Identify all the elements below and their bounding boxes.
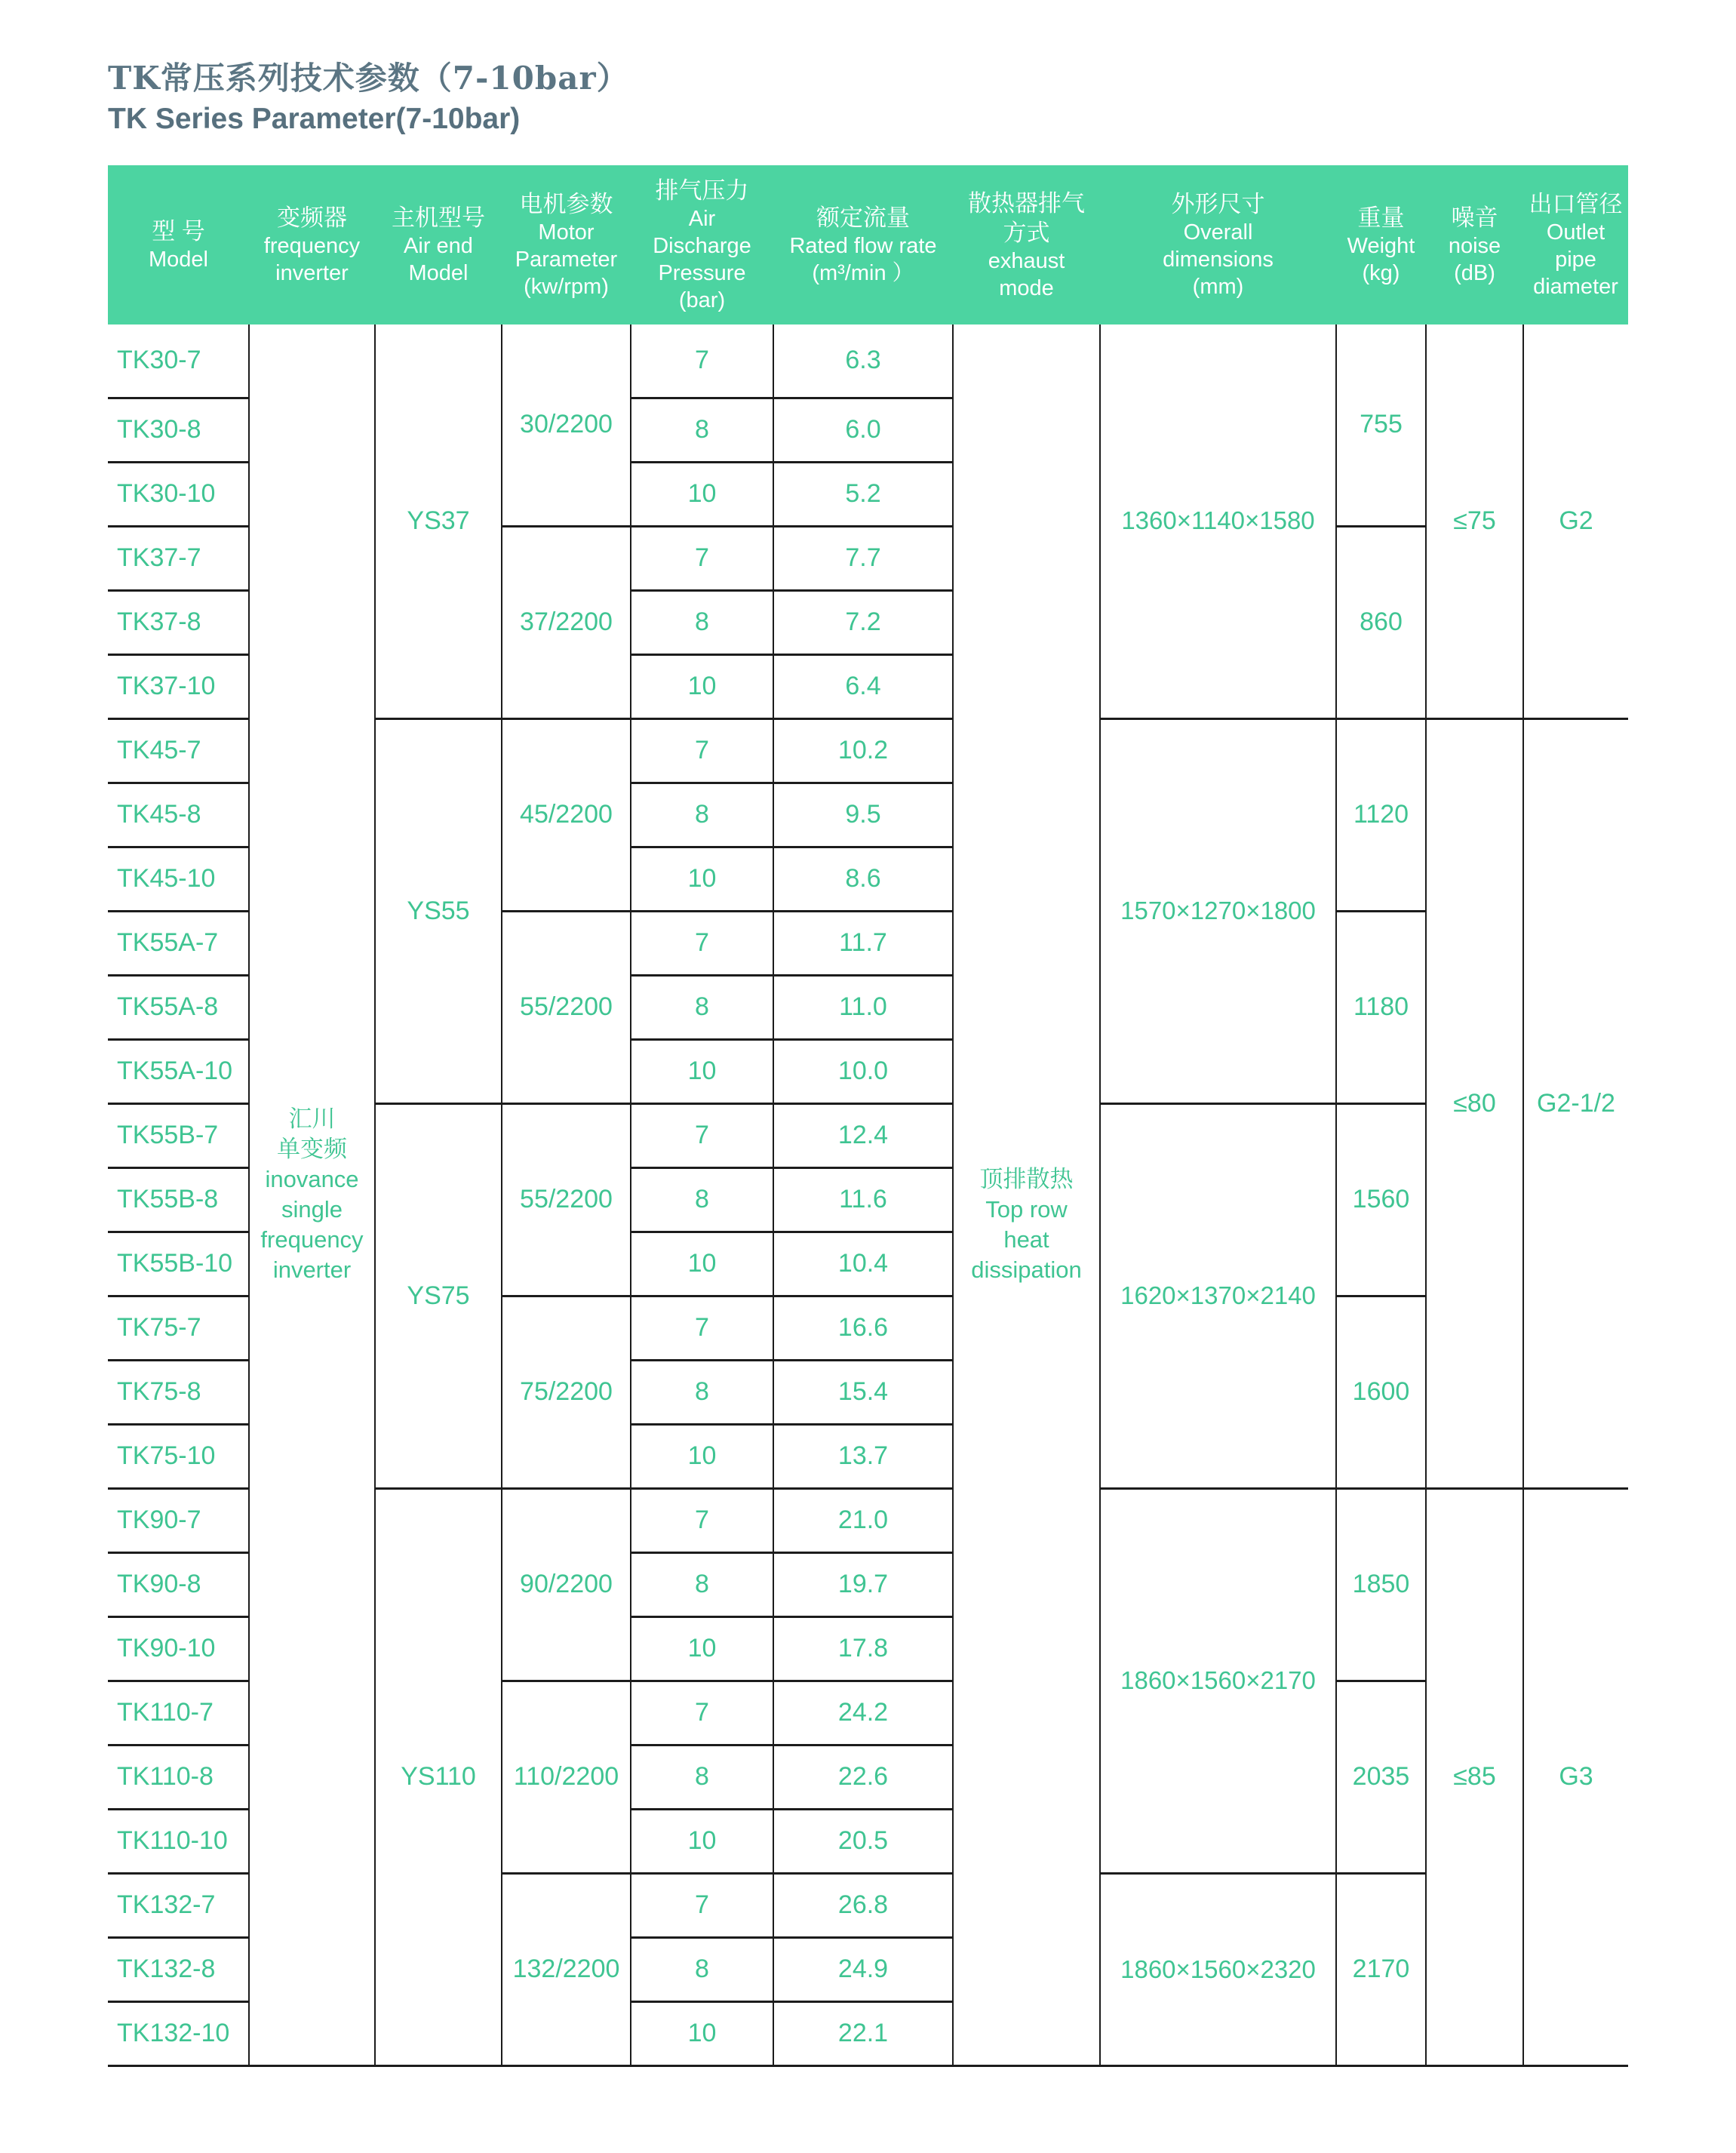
header-line-en: Pressure — [658, 261, 746, 285]
flow-cell: 9.5 — [773, 783, 953, 847]
flow-cell: 19.7 — [773, 1552, 953, 1616]
model-cell: TK75-8 — [108, 1360, 249, 1424]
airend-cell: YS55 — [375, 718, 502, 1103]
exhaust-line: heat — [1003, 1226, 1049, 1253]
flow-cell: 10.4 — [773, 1232, 953, 1296]
flow-cell: 5.2 — [773, 462, 953, 526]
dimensions-cell: 1570×1270×1800 — [1100, 718, 1336, 1103]
dimensions-cell: 1360×1140×1580 — [1100, 324, 1336, 718]
pressure-cell: 10 — [631, 1616, 773, 1681]
motor-cell: 37/2200 — [502, 526, 631, 718]
flow-cell: 22.1 — [773, 2001, 953, 2065]
motor-cell: 90/2200 — [502, 1488, 631, 1681]
noise-cell: ≤80 — [1426, 718, 1523, 1488]
pressure-cell: 7 — [631, 526, 773, 590]
model-cell: TK90-7 — [108, 1488, 249, 1552]
pressure-cell: 7 — [631, 1681, 773, 1745]
table-header-row — [108, 165, 1628, 324]
model-cell: TK37-10 — [108, 654, 249, 718]
pressure-cell: 10 — [631, 2001, 773, 2065]
flow-cell: 24.2 — [773, 1681, 953, 1745]
header-line-en: Air — [688, 207, 716, 231]
header-line-en: Rated flow rate — [789, 234, 937, 258]
model-cell: TK110-10 — [108, 1809, 249, 1873]
pressure-cell: 8 — [631, 975, 773, 1039]
weight-cell: 860 — [1336, 526, 1426, 718]
dimensions-cell: 1620×1370×2140 — [1100, 1103, 1336, 1488]
model-cell: TK75-10 — [108, 1424, 249, 1488]
header-line-en: frequency — [263, 234, 361, 258]
header-line-en: (kg) — [1362, 261, 1400, 285]
col-header-dimensions — [1100, 165, 1336, 324]
weight-cell: 1600 — [1336, 1296, 1426, 1488]
table-row — [108, 324, 1628, 398]
header-line-zh: 方式 — [1003, 219, 1050, 246]
header-line-en: inverter — [275, 261, 349, 285]
inverter-line: inovance — [265, 1165, 359, 1192]
exhaust-text — [954, 1164, 1099, 1285]
motor-cell: 75/2200 — [502, 1296, 631, 1488]
header-line-en: Model — [149, 248, 208, 272]
model-cell: TK90-10 — [108, 1616, 249, 1681]
flow-cell: 6.4 — [773, 654, 953, 718]
header-line-en: Overall — [1183, 220, 1253, 245]
airend-cell: YS37 — [375, 324, 502, 718]
airend-cell: YS75 — [375, 1103, 502, 1488]
header-line-en: exhaust — [988, 248, 1065, 273]
pressure-cell: 7 — [631, 1296, 773, 1360]
pressure-cell: 7 — [631, 1103, 773, 1167]
header-line-zh: 外形尺寸 — [1171, 191, 1265, 217]
model-cell: TK55B-8 — [108, 1167, 249, 1232]
header-line-zh: 出口管径 — [1529, 191, 1623, 217]
motor-cell: 110/2200 — [502, 1681, 631, 1873]
weight-cell: 2035 — [1336, 1681, 1426, 1873]
model-cell: TK110-7 — [108, 1681, 249, 1745]
inverter-cell — [249, 324, 375, 2065]
flow-cell: 24.9 — [773, 1937, 953, 2001]
flow-cell: 8.6 — [773, 847, 953, 911]
motor-cell: 55/2200 — [502, 1103, 631, 1296]
col-header-inverter — [249, 165, 375, 324]
pipe-cell: G3 — [1523, 1488, 1628, 2065]
header-line-zh: 电机参数 — [519, 191, 613, 217]
model-cell: TK55B-7 — [108, 1103, 249, 1167]
header-line-zh: 额定流量 — [816, 205, 910, 231]
page-title-zh: TK常压系列技术参数（7-10bar） — [108, 60, 629, 97]
flow-cell: 22.6 — [773, 1745, 953, 1809]
model-cell: TK37-7 — [108, 526, 249, 590]
header-line-zh: 噪音 — [1451, 205, 1498, 231]
pipe-cell: G2 — [1523, 324, 1628, 718]
pressure-cell: 8 — [631, 1745, 773, 1809]
flow-cell: 21.0 — [773, 1488, 953, 1552]
col-header-noise — [1426, 165, 1523, 324]
header-line-en: Discharge — [653, 234, 751, 258]
pressure-cell: 10 — [631, 654, 773, 718]
flow-cell: 15.4 — [773, 1360, 953, 1424]
weight-cell: 1180 — [1336, 911, 1426, 1103]
weight-cell: 1120 — [1336, 718, 1426, 911]
col-header-exhaust — [953, 165, 1100, 324]
model-cell: TK45-7 — [108, 718, 249, 783]
header-line-en: noise — [1448, 234, 1501, 258]
flow-cell: 13.7 — [773, 1424, 953, 1488]
model-cell: TK30-10 — [108, 462, 249, 526]
exhaust-cell — [953, 324, 1100, 2065]
flow-cell: 20.5 — [773, 1809, 953, 1873]
flow-cell: 6.0 — [773, 398, 953, 462]
flow-cell: 6.3 — [773, 324, 953, 398]
inverter-line: 单变频 — [277, 1135, 347, 1162]
pressure-cell: 7 — [631, 911, 773, 975]
header-line-en: Motor — [538, 220, 595, 245]
header-line-en: Outlet — [1546, 220, 1605, 245]
weight-cell: 2170 — [1336, 1873, 1426, 2065]
motor-cell: 30/2200 — [502, 324, 631, 526]
model-cell: TK37-8 — [108, 590, 249, 654]
header-line-zh: 散热器排气 — [968, 189, 1085, 217]
model-cell: TK55B-10 — [108, 1232, 249, 1296]
weight-cell: 1560 — [1336, 1103, 1426, 1296]
exhaust-line: Top row — [985, 1195, 1068, 1223]
flow-cell: 11.7 — [773, 911, 953, 975]
col-header-motor — [502, 165, 631, 324]
header-line-zh: 重量 — [1357, 205, 1405, 231]
header-line-en: (kw/rpm) — [524, 275, 609, 299]
weight-cell: 1850 — [1336, 1488, 1426, 1681]
flow-cell: 7.2 — [773, 590, 953, 654]
page-title-en: TK Series Parameter(7-10bar) — [108, 103, 521, 136]
flow-cell: 11.6 — [773, 1167, 953, 1232]
tk-series-parameter-table — [108, 165, 1628, 2067]
pressure-cell: 10 — [631, 847, 773, 911]
model-cell: TK132-10 — [108, 2001, 249, 2065]
inverter-line: 汇川 — [288, 1105, 336, 1132]
model-cell: TK55A-7 — [108, 911, 249, 975]
header-line-en: Air end — [404, 234, 473, 258]
flow-cell: 7.7 — [773, 526, 953, 590]
pressure-cell: 7 — [631, 1488, 773, 1552]
col-header-model — [108, 165, 249, 324]
header-line-zh: 主机型号 — [392, 205, 485, 231]
header-line-en: (bar) — [678, 288, 726, 312]
pressure-cell: 8 — [631, 590, 773, 654]
pressure-cell: 8 — [631, 398, 773, 462]
inverter-line: frequency — [260, 1226, 364, 1253]
pressure-cell: 10 — [631, 1039, 773, 1103]
model-cell: TK45-8 — [108, 783, 249, 847]
pressure-cell: 8 — [631, 1552, 773, 1616]
dimensions-cell: 1860×1560×2320 — [1100, 1873, 1336, 2065]
exhaust-line: 顶排散热 — [979, 1165, 1074, 1192]
model-cell: TK75-7 — [108, 1296, 249, 1360]
pressure-cell: 10 — [631, 1809, 773, 1873]
model-cell: TK90-8 — [108, 1552, 249, 1616]
col-header-airend — [375, 165, 502, 324]
header-line-zh: 变频器 — [277, 205, 347, 231]
model-cell: TK45-10 — [108, 847, 249, 911]
pressure-cell: 8 — [631, 1360, 773, 1424]
flow-cell: 17.8 — [773, 1616, 953, 1681]
header-line-en: pipe — [1555, 248, 1596, 272]
model-cell: TK132-7 — [108, 1873, 249, 1937]
col-header-pipe — [1523, 165, 1628, 324]
header-line-en: Parameter — [515, 248, 618, 272]
flow-cell: 12.4 — [773, 1103, 953, 1167]
dimensions-cell: 1860×1560×2170 — [1100, 1488, 1336, 1873]
pressure-cell: 10 — [631, 462, 773, 526]
pressure-cell: 7 — [631, 718, 773, 783]
header-line-en: (m³/min ） — [812, 261, 914, 285]
inverter-line: single — [281, 1195, 343, 1223]
header-line-en: mode — [999, 275, 1054, 300]
exhaust-line: dissipation — [971, 1256, 1082, 1283]
noise-cell: ≤75 — [1426, 324, 1523, 718]
flow-cell: 10.0 — [773, 1039, 953, 1103]
pressure-cell: 8 — [631, 1937, 773, 2001]
motor-cell: 45/2200 — [502, 718, 631, 911]
header-line-en: Weight — [1347, 234, 1415, 258]
pressure-cell: 10 — [631, 1232, 773, 1296]
model-cell: TK55A-10 — [108, 1039, 249, 1103]
header-line-zh: 排气压力 — [655, 177, 749, 204]
inverter-line: inverter — [272, 1256, 352, 1283]
header-line-en: Model — [408, 261, 469, 285]
weight-cell: 755 — [1336, 324, 1426, 526]
header-line-en: dimensions — [1163, 248, 1274, 272]
airend-cell: YS110 — [375, 1488, 502, 2065]
col-header-flow — [773, 165, 953, 324]
pressure-cell: 10 — [631, 1424, 773, 1488]
page-header — [108, 60, 629, 137]
model-cell: TK110-8 — [108, 1745, 249, 1809]
col-header-weight — [1336, 165, 1426, 324]
header-line-zh: 型 号 — [152, 218, 205, 245]
motor-cell: 132/2200 — [502, 1873, 631, 2065]
noise-cell: ≤85 — [1426, 1488, 1523, 2065]
model-cell: TK30-7 — [108, 324, 249, 398]
flow-cell: 16.6 — [773, 1296, 953, 1360]
flow-cell: 10.2 — [773, 718, 953, 783]
model-cell: TK55A-8 — [108, 975, 249, 1039]
model-cell: TK30-8 — [108, 398, 249, 462]
header-line-en: diameter — [1533, 275, 1618, 299]
motor-cell: 55/2200 — [502, 911, 631, 1103]
pressure-cell: 8 — [631, 1167, 773, 1232]
pressure-cell: 7 — [631, 1873, 773, 1937]
pressure-cell: 7 — [631, 324, 773, 398]
flow-cell: 11.0 — [773, 975, 953, 1039]
flow-cell: 26.8 — [773, 1873, 953, 1937]
col-header-pressure — [631, 165, 773, 324]
header-line-en: (mm) — [1192, 275, 1244, 299]
pipe-cell: G2-1/2 — [1523, 718, 1628, 1488]
header-line-en: (dB) — [1454, 261, 1495, 285]
model-cell: TK132-8 — [108, 1937, 249, 2001]
pressure-cell: 8 — [631, 783, 773, 847]
